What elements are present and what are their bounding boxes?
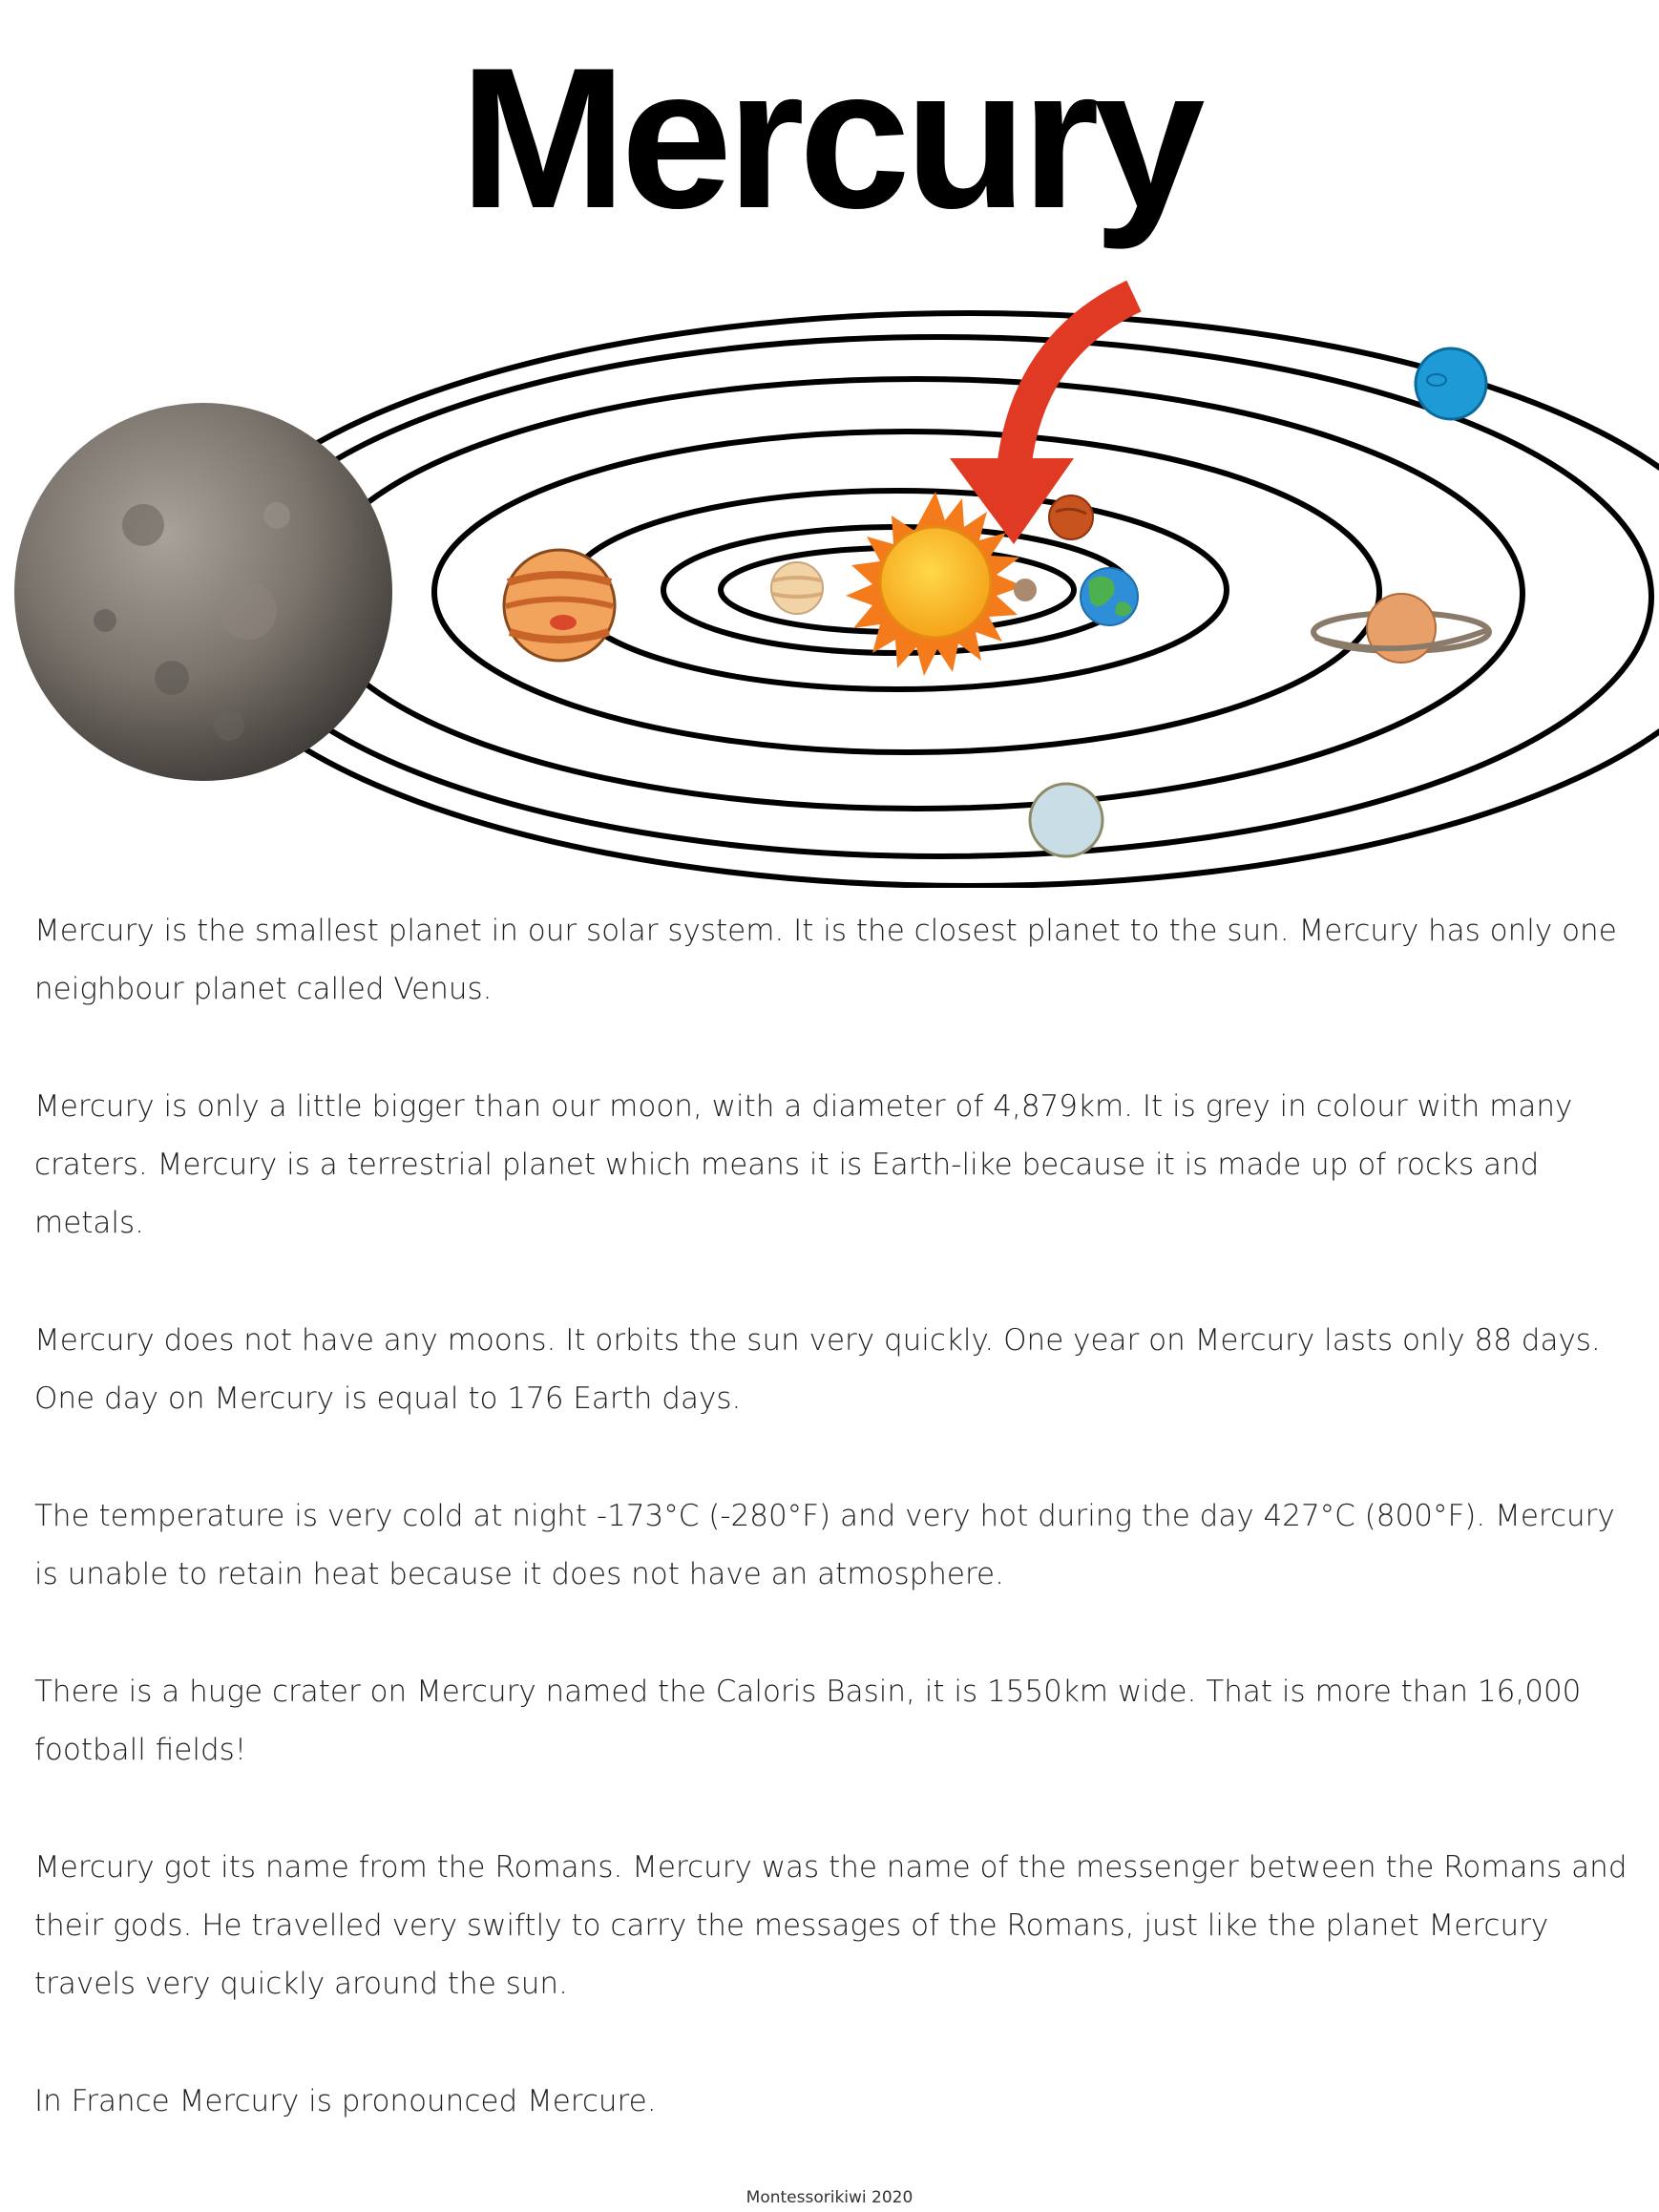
saturn-icon (1313, 594, 1489, 663)
paragraph: In France Mercury is pronounced Mercure. (34, 2084, 657, 2118)
paragraph: Mercury got its name from the Romans. Mercury was the name of the messenger between the Romans and their gods. He travelled very swiftly to carry the messages of the Romans, just like the planet Mercury travels very quickly around the sun. (34, 1850, 1628, 2001)
mercury-planet-icon (14, 403, 392, 781)
venus-icon (771, 562, 823, 614)
paragraph: Mercury does not have any moons. It orbits the sun very quickly. One year on Mercury lasts only 88 days. One day on Mercury is equal to 176 Earth days. (34, 1323, 1601, 1416)
mercury-small-icon (1014, 579, 1037, 601)
paragraph: The temperature is very cold at night -173°C (-280°F) and very hot during the day 427°C (800°F). Mercury is unable to retain heat because it does not have an atmosphere. (34, 1499, 1615, 1591)
red-arrow-icon (950, 296, 1134, 544)
article-body (34, 902, 1628, 2190)
paragraph: Mercury is only a little bigger than our moon, with a diameter of 4,879km. It is grey in colour with many craters. Mercury is a terrestrial planet which means it is Earth-like because it is made up of rocks and metals. (34, 1089, 1573, 1240)
uranus-icon (1030, 784, 1102, 856)
neptune-icon (1416, 348, 1486, 419)
footer-credit: Montessorikiwi 2020 (746, 2188, 914, 2207)
earth-icon (1081, 568, 1138, 625)
paragraph: There is a huge crater on Mercury named the Caloris Basin, it is 1550km wide. That is more than 16,000 football fields! (34, 1675, 1582, 1767)
solar-system-diagram (0, 277, 1659, 888)
jupiter-icon (504, 550, 615, 661)
paragraph: Mercury is the smallest planet in our solar system. It is the closest planet to the sun. Mercury has only one neighbour planet called Venus. (34, 914, 1617, 1006)
mars-icon (1049, 495, 1093, 539)
page-title: Mercury (459, 26, 1200, 250)
